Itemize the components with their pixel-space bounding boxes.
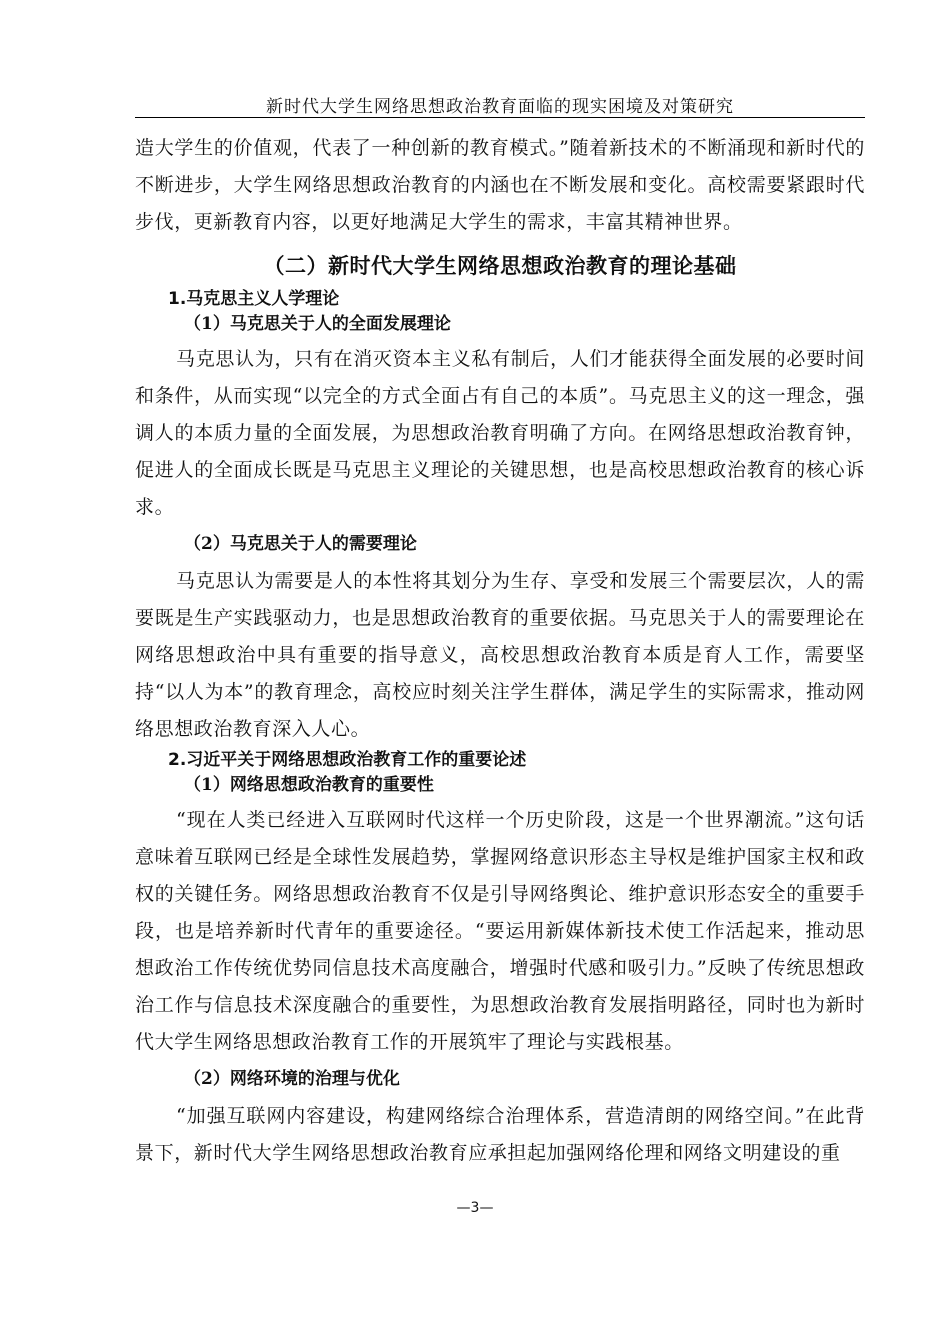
paragraph-2-1: “现在人类已经进入互联网时代这样一个历史阶段，这是一个世界潮流。”这句话意味着互联网已经是全球性发展趋势，掌握网络意识形态主导权是维护国家主权和政权的关键任务。网络思想政治教育不仅是引导网络舆论、维护意识形态安全的重要手段，也是培养新时代青年的重要途径。“要运用新媒体新技术使工作活起来，推动思想政治工作传统优势同信息技术高度融合，增强时代感和吸引力。”反映了传统思想政治工作与信息技术深度融合的重要性，为思想政治教育发展指明路径，同时也为新时代大学生网络思想政治教育工作的开展筑牢了理论与实践根基。 <box>135 809 865 1053</box>
section-heading: （二）新时代大学生网络思想政治教育的理论基础 <box>263 254 737 278</box>
paragraph-intro: 造大学生的价值观，代表了一种创新的教育模式。”随着新技术的不断涌现和新时代的不断进步，大学生网络思想政治教育的内涵也在不断发展和变化。高校需要紧跟时代步伐，更新教育内容，以更好地满足大学生的需求，丰富其精神世界。 <box>135 137 865 233</box>
header-rule <box>135 117 865 118</box>
subsection-heading-1: 1.马克思主义人学理论 <box>168 289 340 309</box>
document-body <box>135 130 865 1172</box>
subsubsection-heading-1-2: （2）马克思关于人的需要理论 <box>184 534 417 554</box>
subsubsection-heading-2-2: （2）网络环境的治理与优化 <box>184 1069 400 1089</box>
paragraph-2-2: “加强互联网内容建设，构建网络综合治理体系，营造清朗的网络空间。”在此背景下，新时代大学生网络思想政治教育应承担起加强网络伦理和网络文明建设的重 <box>135 1105 865 1164</box>
subsection-heading-2: 2.习近平关于网络思想政治教育工作的重要论述 <box>168 750 527 770</box>
page-number: —3— <box>456 1200 494 1216</box>
paragraph-1-1: 马克思认为，只有在消灭资本主义私有制后，人们才能获得全面发展的必要时间和条件，从而实现“以完全的方式全面占有自己的本质”。马克思主义的这一理念，强调人的本质力量的全面发展，为思想政治教育明确了方向。在网络思想政治教育钟，促进人的全面成长既是马克思主义理论的关键思想，也是高校思想政治教育的核心诉求。 <box>135 348 865 518</box>
subsubsection-heading-1-1: （1）马克思关于人的全面发展理论 <box>184 314 451 334</box>
running-header: 新时代大学生网络思想政治教育面临的现实困境及对策研究 <box>266 97 734 117</box>
paragraph-1-2: 马克思认为需要是人的本性将其划分为生存、享受和发展三个需要层次，人的需要既是生产实践驱动力，也是思想政治教育的重要依据。马克思关于人的需要理论在网络思想政治中具有重要的指导意义，高校思想政治教育本质是育人工作，需要坚持“以人为本”的教育理念，高校应时刻关注学生群体，满足学生的实际需求，推动网络思想政治教育深入人心。 <box>135 570 865 740</box>
subsubsection-heading-2-1: （1）网络思想政治教育的重要性 <box>184 775 434 795</box>
